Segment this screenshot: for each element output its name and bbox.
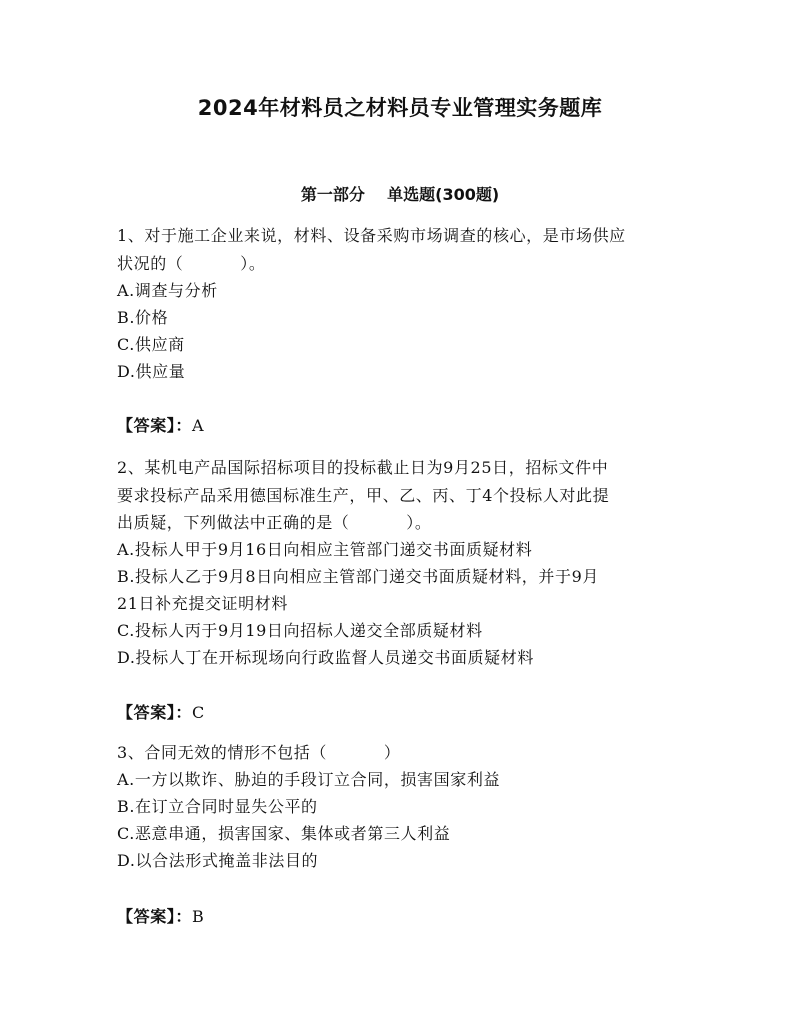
question-1-option-d: D.供应量 [117,362,186,381]
question-3-option-c: C.恶意串通，损害国家、集体或者第三人利益 [117,824,451,843]
answer-value: B [192,907,205,926]
question-3-option-b: B.在订立合同时显失公平的 [117,797,318,816]
section-title: 第一部分 单选题(300题) [300,185,500,204]
answer-label: 【答案】： [117,907,193,926]
question-2-option-b: B.投标人乙于9月8日向相应主管部门递交书面质疑材料，并于9月 [117,567,599,586]
question-1-option-b: B.价格 [117,308,169,327]
question-1-stem-line-2: 状况的（ ）。 [117,254,266,273]
document-title: 2024年材料员之材料员专业管理实务题库 [197,96,603,120]
question-2-stem-line-2: 要求投标产品采用德国标准生产，甲、乙、丙、丁4个投标人对此提 [117,486,610,505]
question-3-answer [117,905,204,929]
answer-value: C [192,703,205,722]
question-2-option-c: C.投标人丙于9月19日向招标人递交全部质疑材料 [117,621,483,640]
question-1-answer [117,414,204,438]
question-2-option-a: A.投标人甲于9月16日向相应主管部门递交书面质疑材料 [117,540,533,559]
question-3-stem-line-1: 3、合同无效的情形不包括（ ） [117,743,401,762]
question-3-option-d: D.以合法形式掩盖非法目的 [117,851,319,870]
question-2-answer [117,701,205,725]
question-2-option-d: D.投标人丁在开标现场向行政监督人员递交书面质疑材料 [117,648,534,667]
answer-label: 【答案】： [117,703,193,722]
answer-value: A [192,416,205,435]
question-1-stem-line-1: 1、对于施工企业来说，材料、设备采购市场调查的核心，是市场供应 [117,226,626,245]
question-1-option-c: C.供应商 [117,335,185,354]
question-2-stem-line-1: 2、某机电产品国际招标项目的投标截止日为9月25日，招标文件中 [117,458,609,477]
answer-label: 【答案】： [117,416,193,435]
question-3-option-a: A.一方以欺诈、胁迫的手段订立合同，损害国家利益 [117,770,501,789]
question-2-option-b-cont: 21日补充提交证明材料 [117,594,288,613]
question-2-stem-line-3: 出质疑，下列做法中正确的是（ ）。 [117,513,432,532]
question-1-option-a: A.调查与分析 [117,281,218,300]
